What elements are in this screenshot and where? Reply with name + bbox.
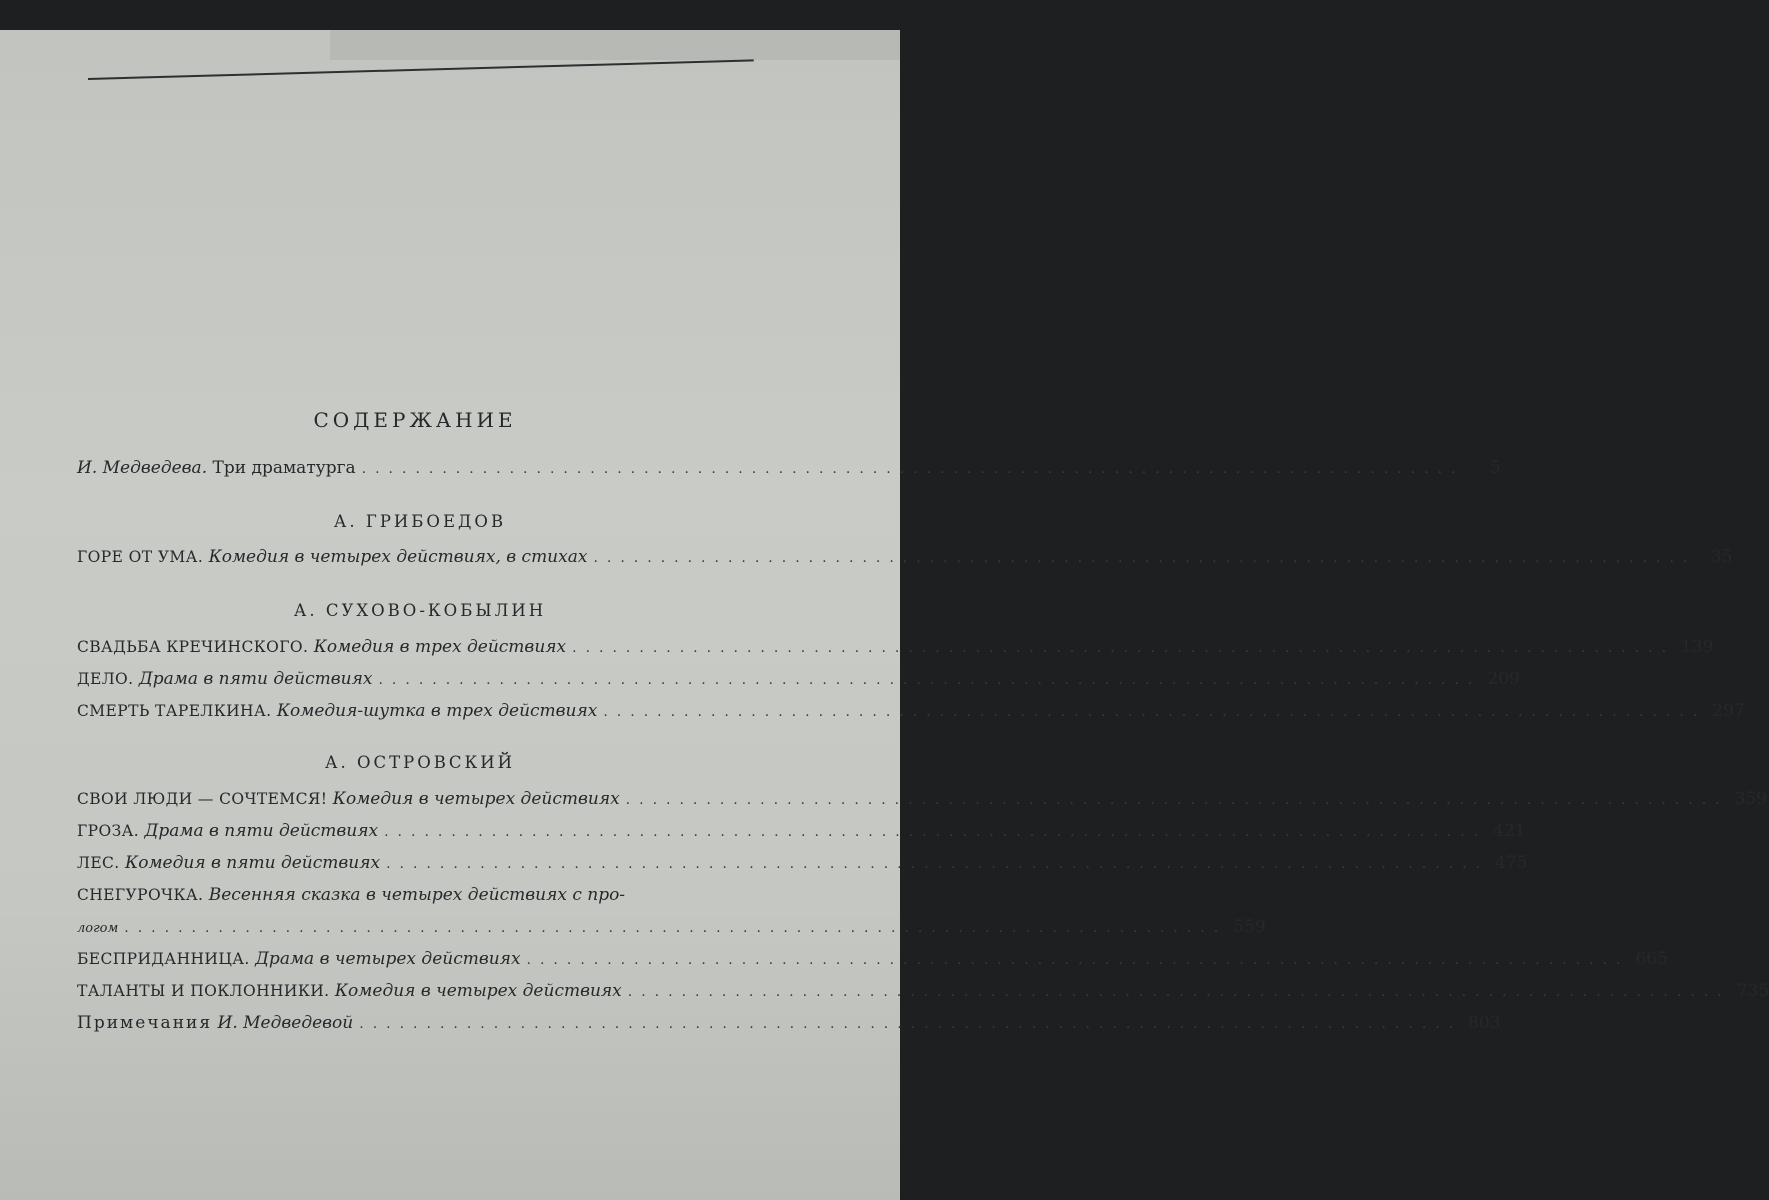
page-number: 5 <box>1489 458 1501 478</box>
dot-leader: .................................................................................. <box>378 672 1482 688</box>
page-number: 803 <box>1468 1013 1501 1033</box>
dot-leader: .................................................................................. <box>603 704 1707 720</box>
toc-entry <box>77 701 1745 727</box>
dot-leader: .................................................................................. <box>593 550 1697 566</box>
entry-genre: Драма в пяти действиях <box>138 669 373 689</box>
dot-leader: .................................................................................. <box>384 824 1488 840</box>
dot-leader: .................................................................................. <box>627 984 1731 1000</box>
page-corner-background <box>330 30 900 60</box>
entry-genre: Весенняя сказка в четырех действиях с про- <box>208 885 626 905</box>
page-number: 559 <box>1233 917 1266 937</box>
dot-leader: .................................................................................. <box>359 1016 1463 1032</box>
dot-leader: .................................................................................. <box>124 920 1228 936</box>
notes-label: Примечания <box>77 1013 213 1033</box>
entry-genre: Комедия в четырех действиях <box>332 789 620 809</box>
header-rule <box>88 59 754 80</box>
entry-genre: Драма в пяти действиях <box>144 821 379 841</box>
entry-title: ГРОЗА. <box>77 822 140 840</box>
dot-leader: .................................................................................. <box>386 856 1489 872</box>
page-number: 35 <box>1710 547 1733 567</box>
intro-text: Три драматурга <box>212 458 356 478</box>
toc-entry <box>77 789 1768 815</box>
toc-entry-intro <box>77 458 1501 484</box>
dot-leader: .................................................................................. <box>625 792 1729 808</box>
toc-entry <box>77 637 1714 663</box>
section-heading-griboedov: А. ГРИБОЕДОВ <box>333 512 507 531</box>
dot-leader: .................................................................................. <box>572 640 1676 656</box>
page-number: 139 <box>1681 637 1714 657</box>
entry-genre: Комедия в пяти действиях <box>125 853 381 873</box>
contents-title: СОДЕРЖАНИЕ <box>313 408 517 432</box>
page-number: 421 <box>1493 821 1526 841</box>
page-number: 297 <box>1712 701 1745 721</box>
page-number: 665 <box>1635 949 1668 969</box>
entry-genre-continuation: логом <box>77 921 119 936</box>
entry-title: ДЕЛО. <box>77 670 134 688</box>
intro-author: И. Медведева. <box>77 458 208 478</box>
page-number: 735 <box>1736 981 1769 1001</box>
toc-entry-notes <box>77 1013 1501 1039</box>
entry-genre: Комедия-шутка в трех действиях <box>276 701 598 721</box>
entry-genre: Комедия в четырех действиях <box>334 981 622 1001</box>
entry-title: СМЕРТЬ ТАРЕЛКИНА. <box>77 702 272 720</box>
notes-author: И. Медведевой <box>217 1013 354 1033</box>
section-heading-ostrovsky: А. ОСТРОВСКИЙ <box>324 753 516 772</box>
toc-entry <box>77 949 1668 975</box>
entry-title: ГОРЕ ОТ УМА. <box>77 548 204 566</box>
entry-title: БЕСПРИДАННИЦА. <box>77 950 250 968</box>
dot-leader: .................................................................................. <box>526 952 1630 968</box>
toc-entry <box>77 981 1769 1007</box>
toc-entry <box>77 853 1528 879</box>
book-page <box>0 30 1769 1200</box>
page-number: 209 <box>1487 669 1520 689</box>
entry-title: СНЕГУРОЧКА. <box>77 886 204 904</box>
entry-genre: Комедия в четырех действиях, в стихах <box>208 547 588 567</box>
entry-title: СВОИ ЛЮДИ — СОЧТЕМСЯ! <box>77 790 328 808</box>
entry-title: ЛЕС. <box>77 854 120 872</box>
toc-entry <box>77 885 770 911</box>
toc-entry <box>77 821 1526 847</box>
entry-genre: Комедия в трех действиях <box>313 637 567 657</box>
toc-entry <box>77 547 1733 573</box>
entry-title: СВАДЬБА КРЕЧИНСКОГО. <box>77 638 309 656</box>
entry-genre: Драма в четырех действиях <box>255 949 521 969</box>
dot-leader: .................................................................................. <box>361 461 1465 477</box>
section-heading-sukhovo: А. СУХОВО-КОБЫЛИН <box>293 601 547 620</box>
toc-entry <box>77 669 1520 695</box>
page-number: 475 <box>1495 853 1528 873</box>
page-number: 359 <box>1734 789 1768 809</box>
entry-title: ТАЛАНТЫ И ПОКЛОННИКИ. <box>77 982 330 1000</box>
toc-entry-continuation <box>77 917 1266 943</box>
